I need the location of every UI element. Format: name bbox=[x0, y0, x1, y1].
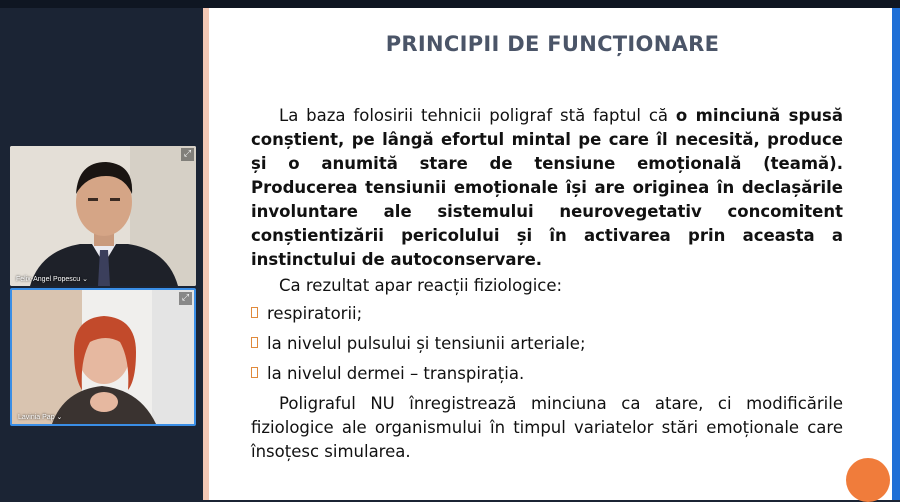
participants-panel bbox=[0, 8, 203, 500]
slide-title: PRINCIPII DE FUNCȚIONARE bbox=[385, 32, 720, 56]
list-item: la nivelul pulsului și tensiunii arteriale; bbox=[251, 332, 843, 356]
participant-name-lavinia: Lavinia Pap ⌄ bbox=[18, 414, 63, 421]
closing-paragraph: Poligraful NU înregistrează minciuna ca atare, ci modificările fiziologice ale organismului în timpul variatelor stări emoționale care însoțesc simularea. bbox=[251, 394, 843, 461]
slide-decoration-circle bbox=[846, 458, 890, 502]
window-edge bbox=[892, 8, 900, 500]
intro-bold-text: o minciună spusă conștient, pe lângă efortul mintal pe care îl necesită, produce și o anumită stare de tensiune emoțională (teamă). Producerea tensiunii emoționale își are originea în declașările involuntare ale sistemului neurovegetativ concomitent conștientizării pericolului și în activarea prin aceasta a instinctului de autoconservare. bbox=[251, 106, 843, 269]
participant-video-felix bbox=[10, 146, 196, 286]
list-item: la nivelul dermei – transpirația. bbox=[251, 362, 843, 386]
expand-icon[interactable]: ⤢ bbox=[179, 292, 192, 305]
intro-paragraph bbox=[251, 104, 843, 272]
reaction-list bbox=[251, 302, 843, 386]
top-bar bbox=[0, 0, 900, 8]
list-item: respiratorii; bbox=[251, 302, 843, 326]
bullet-icon bbox=[251, 337, 258, 348]
chevron-down-icon[interactable]: ⌄ bbox=[56, 414, 63, 421]
participant-name-felix: Felix-Angel Popescu ⌄ bbox=[16, 276, 89, 283]
presentation-slide bbox=[203, 8, 896, 500]
expand-icon[interactable]: ⤢ bbox=[181, 148, 194, 161]
chevron-down-icon[interactable]: ⌄ bbox=[82, 276, 89, 283]
result-intro: Ca rezultat apar reacții fiziologice: bbox=[279, 276, 563, 295]
bullet-icon bbox=[251, 367, 258, 378]
video-tile-felix[interactable] bbox=[10, 146, 196, 286]
participant-video-lavinia bbox=[12, 290, 194, 424]
intro-plain-text: La baza folosirii tehnicii poligraf stă faptul că bbox=[279, 106, 676, 125]
slide-body bbox=[251, 104, 843, 464]
bullet-icon bbox=[251, 307, 258, 318]
video-tile-lavinia[interactable] bbox=[10, 288, 196, 426]
